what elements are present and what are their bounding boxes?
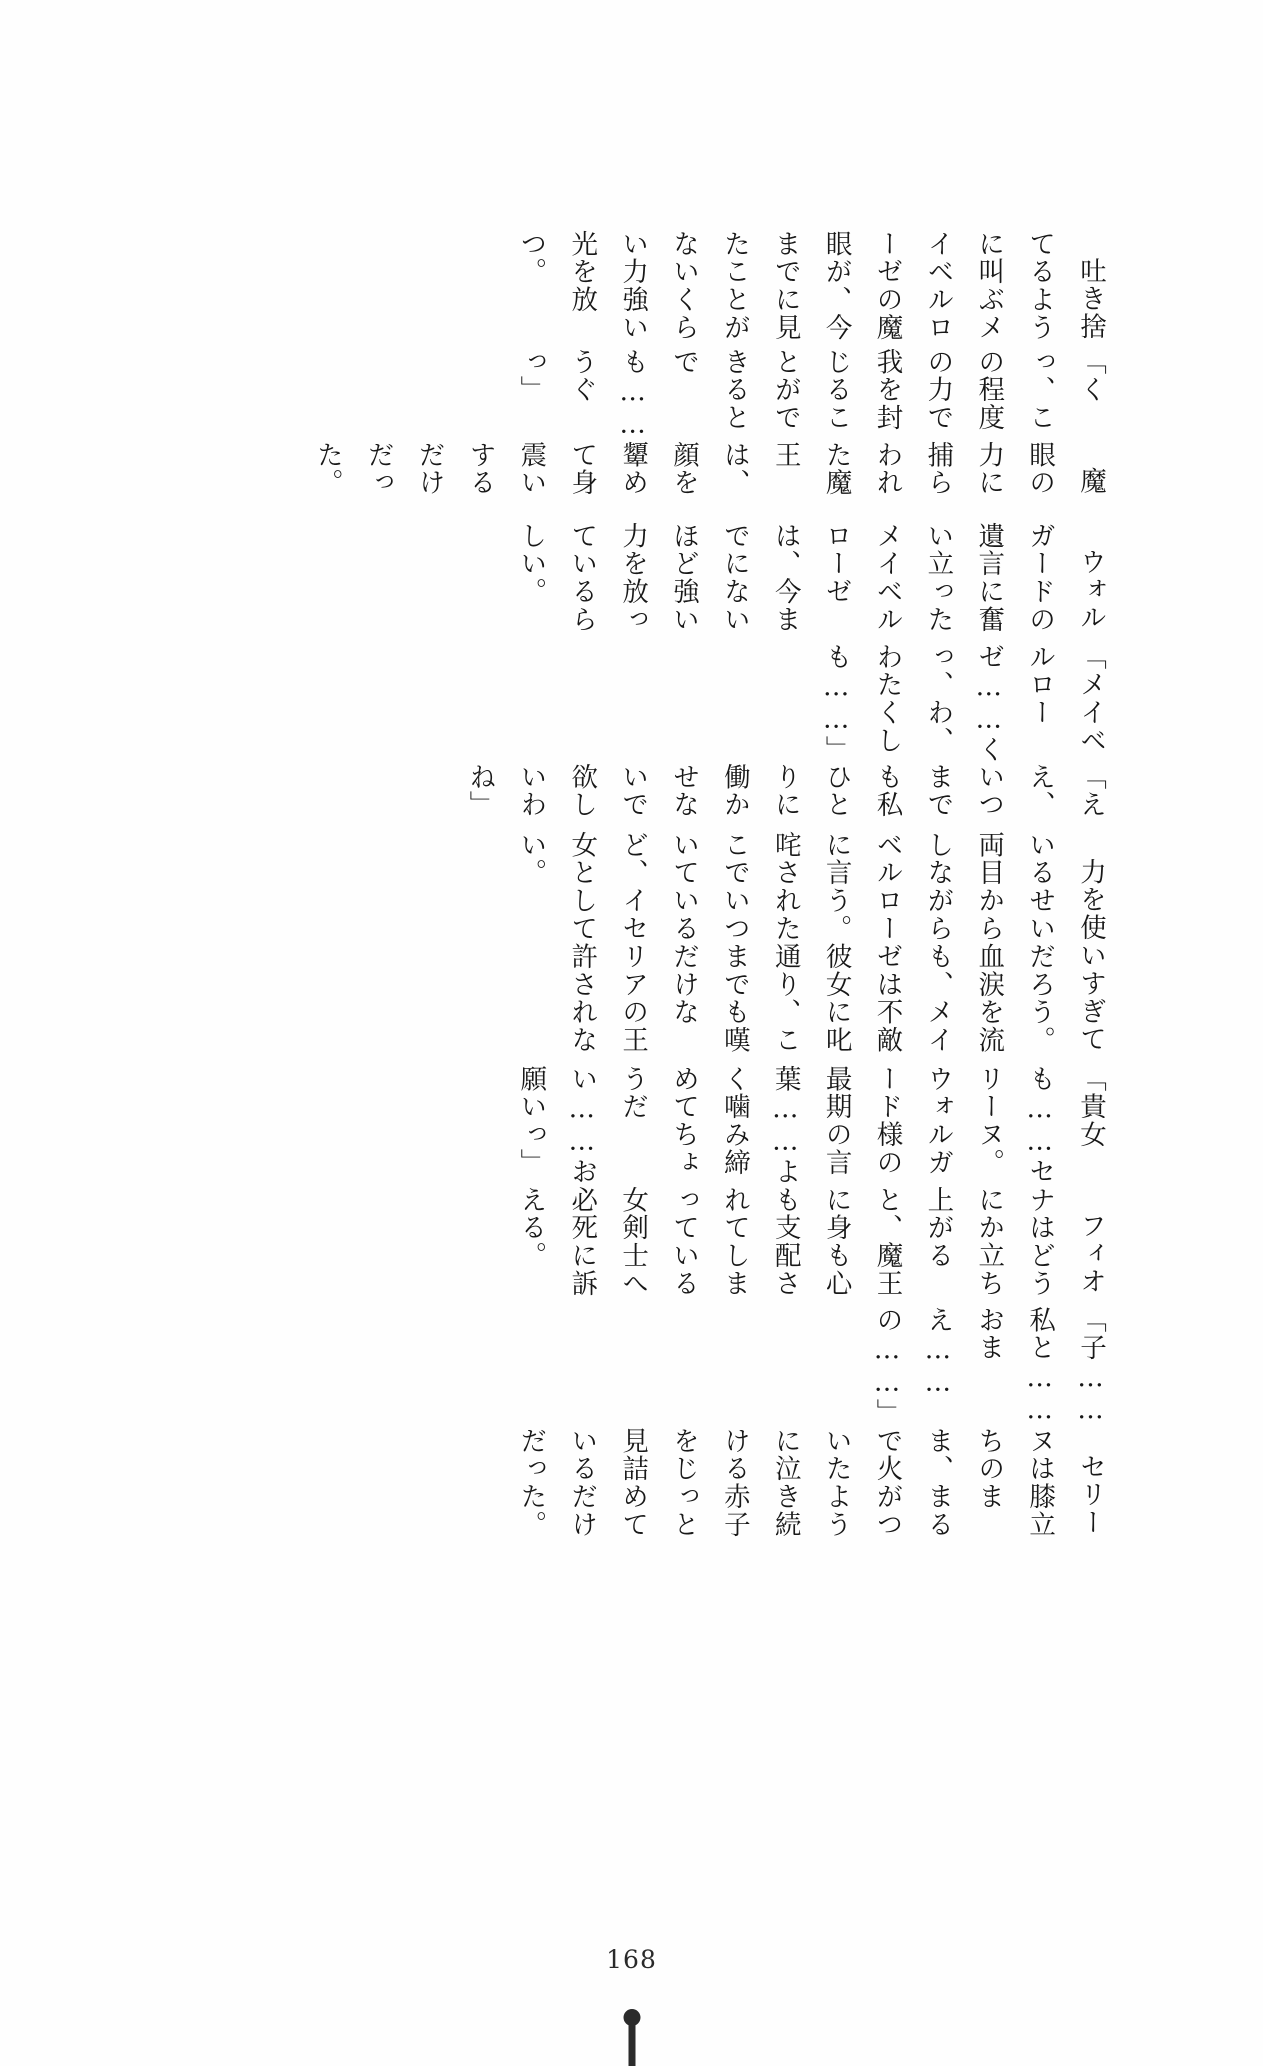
- paragraph: 「ええ、いつまでも私ひとりに働かせないで欲しいわね」: [464, 763, 1106, 819]
- paragraph: ウォルガードの遺言に奮い立ったメイベルローゼは、今までにないほど強い力を放っているらしい。: [515, 521, 1106, 634]
- paragraph: 「貴女も……セリーヌ。ウォルガード様の最期の言葉……よく噛み締めてちょうだい……お願いっ」: [515, 1064, 1106, 1186]
- vertical-text-body: [155, 230, 1115, 1550]
- paragraph: 「くっ、この程度の力で我を封じることができるとでも……うぐっ」: [515, 347, 1106, 441]
- spine-bar-mark: [628, 2020, 635, 2066]
- paragraph: フィオナはどうにか立ち上がると、魔王に身も心も支配されてしまっている女剣士へ必死に訴える。: [515, 1185, 1106, 1298]
- page-number: 168: [606, 1945, 657, 1974]
- paragraph: 「子……私と……おまえ……の……」: [871, 1306, 1106, 1427]
- paragraph: 「メイベルローゼ……くっ、わ、わたくしも……」: [820, 642, 1106, 764]
- paragraph: セリーヌは膝立ちのまま、まるで火がついたように泣き続ける赤子をじっと見詰めているだけだった。: [515, 1426, 1106, 1539]
- paragraph: 魔眼の力に捕らわれた魔王は、顔を顰めて身震いするだけだった。: [311, 440, 1106, 497]
- paragraph: 力を使いすぎているせいだろう。両目から血涙を流しながらも、メイベルローゼは不敵に言う。彼女に叱咤された通り、ここでいつまでも嘆いているだけなど、イセリアの王女として許されない。: [515, 831, 1106, 1055]
- paragraph: 吐き捨てるように叫ぶメイベルローゼの魔眼が、今までに見たことがないくらい力強い光を放つ。: [515, 230, 1106, 342]
